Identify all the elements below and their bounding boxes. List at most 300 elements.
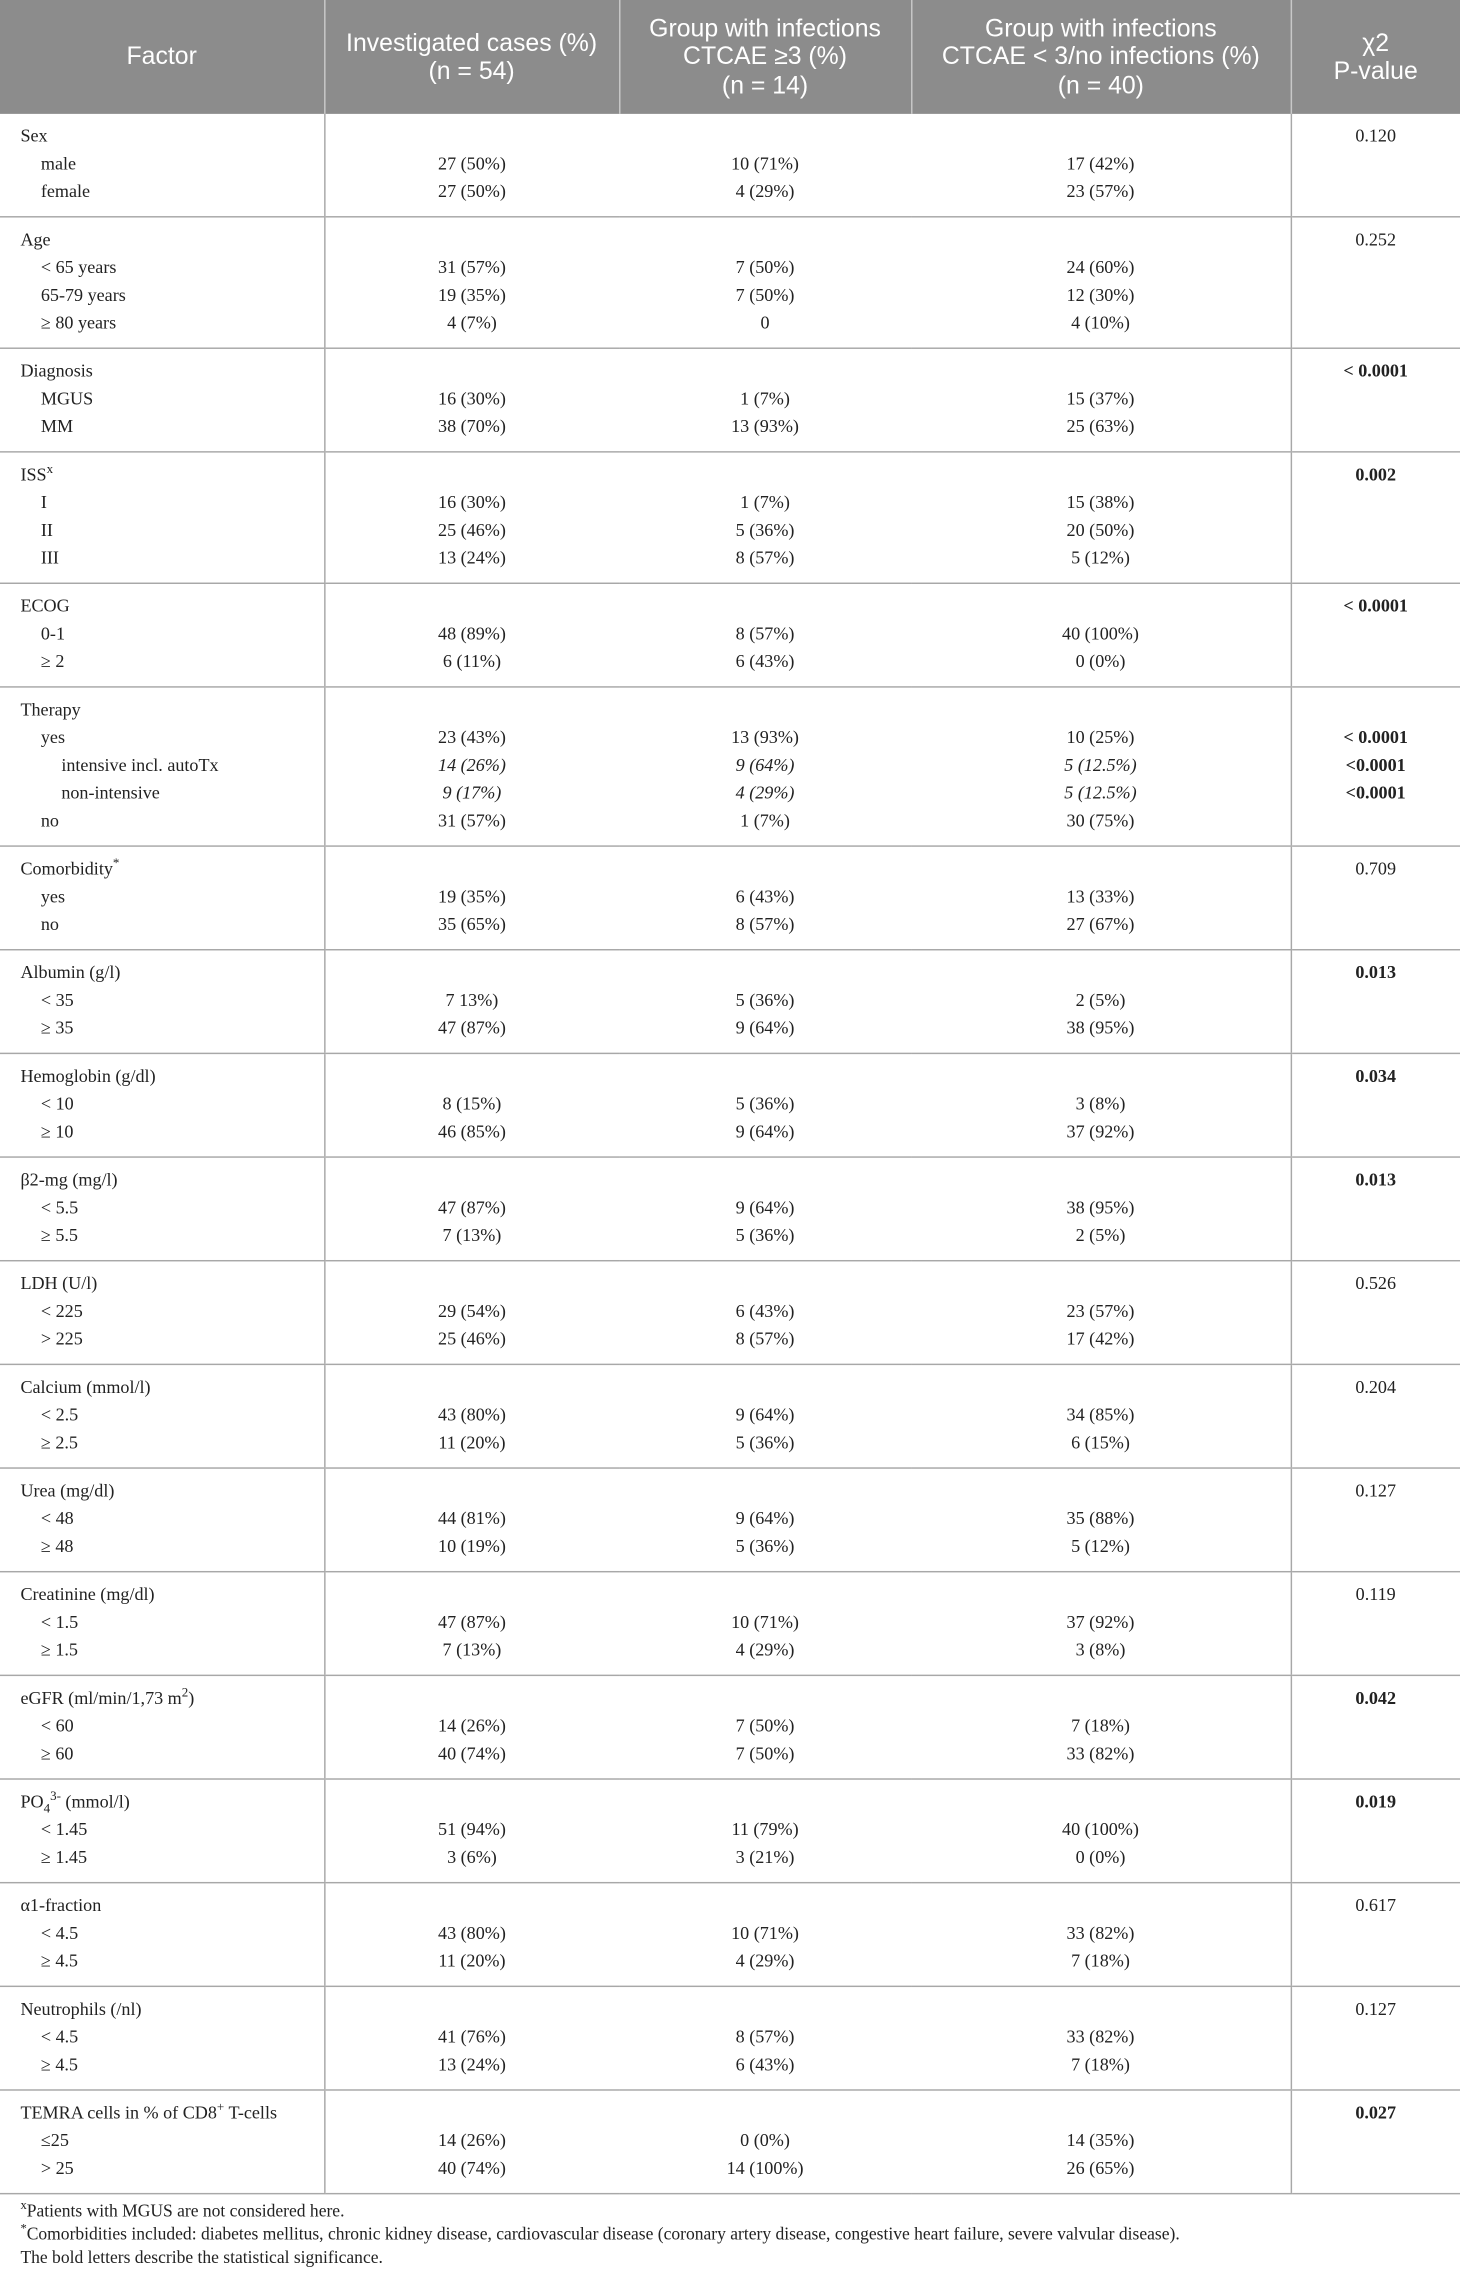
factor-group — [0, 1157, 1460, 1261]
factor-cell — [0, 2090, 324, 2194]
pvalue-cell — [1291, 1261, 1460, 1365]
factor-cell — [0, 950, 324, 1054]
table-row — [0, 217, 1460, 348]
table-row — [0, 1675, 1460, 1779]
factor-sublabel: II — [40, 519, 53, 541]
pvalue-cell — [1291, 1883, 1460, 1987]
factor-cell — [0, 1468, 324, 1572]
factor-sublabel: < 225 — [40, 1300, 83, 1322]
value: 2 (5%) — [1075, 1224, 1126, 1246]
value: 13 (33%) — [1066, 886, 1135, 907]
table-row — [0, 114, 1460, 217]
value: 43 (80%) — [438, 1404, 506, 1425]
factor-sublabel: MM — [40, 416, 74, 437]
group-lt3-cell — [911, 1572, 1291, 1676]
value: 7 (18%) — [1071, 1715, 1130, 1736]
value: 7 (50%) — [735, 256, 795, 278]
factor-sublabel: ≥ 2 — [40, 651, 65, 672]
value: 10 (71%) — [731, 1922, 799, 1944]
value: 27 (50%) — [438, 181, 506, 202]
factor-cell — [0, 217, 324, 348]
factor-cell — [0, 846, 324, 950]
factor-sublabel: I — [40, 492, 47, 513]
value: 33 (82%) — [1066, 2026, 1135, 2047]
pvalue-cell — [1291, 452, 1460, 583]
value: 47 (87%) — [438, 1197, 506, 1218]
value: 5 (36%) — [735, 1093, 795, 1114]
table-row — [0, 950, 1460, 1054]
group-ge3-cell — [619, 1572, 911, 1676]
header-factor: Factor — [0, 0, 324, 114]
value: 24 (60%) — [1066, 256, 1135, 278]
value: 20 (50%) — [1066, 519, 1135, 541]
value: 40 (100%) — [1062, 1819, 1139, 1840]
factor-title: Sex — [20, 125, 48, 146]
value: 4 (29%) — [735, 1639, 795, 1661]
table-row — [0, 1572, 1460, 1676]
value: 31 (57%) — [438, 256, 506, 278]
value: 40 (74%) — [438, 2157, 506, 2179]
factor-group — [0, 687, 1460, 846]
value: 5 (12%) — [1071, 1535, 1130, 1557]
factor-sublabel: ≥ 4.5 — [40, 1950, 78, 1971]
pvalue: 0.204 — [1355, 1376, 1397, 1398]
pvalue: <0.0001 — [1345, 754, 1406, 776]
pvalue: 0.034 — [1355, 1065, 1397, 1087]
factor-group — [0, 950, 1460, 1054]
value: 11 (79%) — [731, 1819, 799, 1840]
value: 0 (0%) — [740, 2130, 790, 2151]
group-ge3-cell — [619, 1779, 911, 1883]
factor-sublabel: < 4.5 — [40, 1922, 79, 1944]
factor-sublabel: no — [40, 810, 59, 831]
factor-sublabel: ≥ 10 — [40, 1121, 74, 1142]
investigated-cell — [324, 217, 619, 348]
value: 44 (81%) — [438, 1508, 506, 1529]
value: 41 (76%) — [438, 2026, 506, 2047]
factor-group — [0, 846, 1460, 950]
factor-sublabel: non-intensive — [61, 782, 160, 803]
investigated-cell — [324, 950, 619, 1054]
factor-sublabel: MGUS — [40, 388, 94, 409]
investigated-cell — [324, 687, 619, 846]
value: 35 (65%) — [438, 913, 506, 935]
footnote: *Comorbidities included: diabetes mellitus, chronic kidney disease, cardiovascular disease (coronary artery disease, congestive heart failure, severe valvular disease). — [20, 2220, 1180, 2244]
group-lt3-cell — [911, 1675, 1291, 1779]
investigated-cell — [324, 846, 619, 950]
value: 3 (8%) — [1075, 1093, 1126, 1114]
factor-sublabel: < 4.5 — [40, 2026, 79, 2047]
group-lt3-cell — [911, 583, 1291, 687]
factor-sublabel: < 35 — [40, 989, 74, 1011]
investigated-cell — [324, 1053, 619, 1157]
value: 7 (18%) — [1071, 1950, 1130, 1971]
value: 14 (26%) — [438, 754, 506, 776]
value: 10 (25%) — [1066, 727, 1135, 748]
pvalue: <0.0001 — [1345, 782, 1406, 803]
group-ge3-cell — [619, 1364, 911, 1468]
group-ge3-cell — [619, 114, 911, 217]
value: 9 (64%) — [735, 1508, 795, 1529]
pvalue-cell — [1291, 1468, 1460, 1572]
table-row — [0, 1468, 1460, 1572]
value: 9 (64%) — [735, 1404, 795, 1425]
value: 33 (82%) — [1066, 1743, 1135, 1764]
header-investigated: Investigated cases (%) (n = 54) — [324, 0, 619, 114]
value: 4 (29%) — [735, 1950, 795, 1971]
value: 15 (38%) — [1066, 492, 1135, 513]
table-row — [0, 1883, 1460, 1987]
factor-title: eGFR (ml/min/1,73 $m^2$) — [20, 1684, 195, 1709]
value: 6 (43%) — [735, 2054, 795, 2075]
factor-title: Comorbidity* — [20, 855, 120, 879]
value: 19 (35%) — [438, 886, 506, 907]
value: 5 (36%) — [735, 519, 795, 541]
investigated-cell — [324, 1261, 619, 1365]
value: 37 (92%) — [1066, 1121, 1135, 1142]
group-ge3-cell — [619, 1261, 911, 1365]
value: 17 (42%) — [1066, 1328, 1135, 1350]
value: 0 (0%) — [1075, 651, 1126, 672]
investigated-cell — [324, 1779, 619, 1883]
factor-sublabel: < 2.5 — [40, 1404, 79, 1425]
pvalue-cell — [1291, 217, 1460, 348]
factor-cell — [0, 348, 324, 452]
group-lt3-cell — [911, 1053, 1291, 1157]
factor-sublabel: > 25 — [40, 2157, 74, 2179]
factor-sublabel: < 1.45 — [40, 1819, 88, 1840]
factor-sublabel: ≥ 48 — [40, 1535, 74, 1557]
group-lt3-cell — [911, 1779, 1291, 1883]
group-ge3-cell — [619, 348, 911, 452]
value: 19 (35%) — [438, 284, 506, 306]
factor-sublabel: intensive incl. autoTx — [61, 754, 219, 776]
header-group-ctcae-ge3: Group with infections CTCAE ≥3 (%) (n = 14) — [619, 0, 911, 114]
value: 6 (43%) — [735, 886, 795, 907]
factor-group — [0, 1675, 1460, 1779]
pvalue: 0.127 — [1355, 1480, 1397, 1501]
table-row — [0, 1779, 1460, 1883]
investigated-cell — [324, 2090, 619, 2194]
investigated-cell — [324, 1883, 619, 1987]
value: 40 (100%) — [1062, 623, 1139, 644]
value: 47 (87%) — [438, 1017, 506, 1039]
factor-cell — [0, 1053, 324, 1157]
value: 7 (18%) — [1071, 2054, 1130, 2075]
factor-cell — [0, 1986, 324, 2090]
group-lt3-cell — [911, 2090, 1291, 2194]
group-lt3-cell — [911, 452, 1291, 583]
pvalue-cell — [1291, 1675, 1460, 1779]
factor-cell — [0, 1779, 324, 1883]
pvalue: 0.617 — [1355, 1895, 1397, 1916]
investigated-cell — [324, 1986, 619, 2090]
factor-group — [0, 217, 1460, 348]
group-ge3-cell — [619, 1986, 911, 2090]
factor-group — [0, 1779, 1460, 1883]
value: 6 (11%) — [442, 651, 502, 672]
value: 14 (26%) — [438, 2130, 506, 2151]
value: 10 (19%) — [438, 1535, 506, 1557]
table-row — [0, 687, 1460, 846]
factor-sublabel: ≥ 2.5 — [40, 1432, 78, 1453]
value: 1 (7%) — [740, 810, 790, 831]
factor-title: Urea (mg/dl) — [20, 1480, 115, 1501]
value: 5 (36%) — [735, 1535, 795, 1557]
value: 43 (80%) — [438, 1922, 506, 1944]
value: 8 (57%) — [735, 547, 795, 568]
group-lt3-cell — [911, 1364, 1291, 1468]
factor-group — [0, 1468, 1460, 1572]
factor-sublabel: 0-1 — [40, 623, 66, 644]
factor-sublabel: yes — [40, 886, 66, 907]
value: 25 (46%) — [438, 1328, 506, 1350]
factor-title: $PO_4^{3-}$ (mmol/l) — [20, 1788, 130, 1816]
value: 0 (0%) — [1075, 1846, 1126, 1868]
value: 11 (20%) — [438, 1432, 506, 1453]
factor-sublabel: ≥ 4.5 — [40, 2054, 78, 2075]
value: 51 (94%) — [438, 1819, 506, 1840]
factor-cell — [0, 583, 324, 687]
factor-title: LDH (U/l) — [20, 1273, 98, 1294]
factor-title: Age — [20, 229, 51, 250]
factor-group — [0, 1986, 1460, 2090]
group-ge3-cell — [619, 583, 911, 687]
value: 5 (12.5%) — [1064, 782, 1137, 803]
value: 7 (13%) — [442, 1224, 502, 1246]
group-ge3-cell — [619, 1053, 911, 1157]
factor-group — [0, 2090, 1460, 2194]
value: 17 (42%) — [1066, 153, 1135, 174]
factor-sublabel: ≥ 5.5 — [40, 1224, 78, 1246]
value: 2 (5%) — [1075, 989, 1126, 1011]
group-lt3-cell — [911, 1157, 1291, 1261]
group-ge3-cell — [619, 1468, 911, 1572]
factor-cell — [0, 452, 324, 583]
footnote: The bold letters describe the statistical significance. — [20, 2246, 383, 2267]
value: 9 (64%) — [735, 1121, 795, 1142]
value: 9 (64%) — [735, 1017, 795, 1039]
investigated-cell — [324, 1675, 619, 1779]
factor-group — [0, 1364, 1460, 1468]
factor-title: Creatinine (mg/dl) — [20, 1584, 155, 1605]
value: 6 (43%) — [735, 1300, 795, 1322]
value: 7 (13%) — [442, 1639, 502, 1661]
value: 38 (95%) — [1066, 1197, 1135, 1218]
value: 35 (88%) — [1066, 1508, 1135, 1529]
factor-cell — [0, 114, 324, 217]
value: 14 (100%) — [726, 2157, 804, 2179]
pvalue: < 0.0001 — [1343, 727, 1408, 748]
value: 25 (46%) — [438, 519, 506, 541]
group-lt3-cell — [911, 217, 1291, 348]
value: 4 (10%) — [1071, 312, 1130, 333]
value: 9 (64%) — [735, 1197, 795, 1218]
pvalue-cell — [1291, 687, 1460, 846]
value: 9 (64%) — [735, 754, 795, 776]
group-lt3-cell — [911, 348, 1291, 452]
value: 10 (71%) — [731, 153, 799, 174]
table-row — [0, 1053, 1460, 1157]
investigated-cell — [324, 114, 619, 217]
factor-title: Diagnosis — [20, 360, 93, 382]
value: 3 (6%) — [447, 1846, 497, 1868]
value: 25 (63%) — [1066, 416, 1135, 437]
factor-title: β2-mg (mg/l) — [20, 1169, 118, 1190]
value: 34 (85%) — [1066, 1404, 1135, 1425]
group-lt3-cell — [911, 1261, 1291, 1365]
value: 1 (7%) — [740, 388, 790, 409]
investigated-cell — [324, 1468, 619, 1572]
value: 23 (57%) — [1066, 1300, 1135, 1322]
value: 38 (95%) — [1066, 1017, 1135, 1039]
factor-sublabel: < 10 — [40, 1093, 74, 1114]
factor-cell — [0, 1364, 324, 1468]
pvalue: 0.709 — [1355, 858, 1397, 879]
factor-group — [0, 452, 1460, 583]
factor-cell — [0, 1675, 324, 1779]
group-ge3-cell — [619, 452, 911, 583]
factor-sublabel: yes — [40, 727, 66, 748]
investigated-cell — [324, 1364, 619, 1468]
factor-sublabel: ≥ 35 — [40, 1017, 74, 1039]
factor-group — [0, 1261, 1460, 1365]
group-ge3-cell — [619, 217, 911, 348]
header-group-ctcae-lt3: Group with infections CTCAE < 3/no infections (%) (n = 40) — [911, 0, 1291, 114]
factor-title: TEMRA cells in % of CD8+ T-cells — [20, 2099, 278, 2123]
value: 8 (57%) — [735, 623, 795, 644]
investigated-cell — [324, 1157, 619, 1261]
group-lt3-cell — [911, 950, 1291, 1054]
group-ge3-cell — [619, 1157, 911, 1261]
group-ge3-cell — [619, 2090, 911, 2194]
value: 31 (57%) — [438, 810, 506, 831]
factor-group — [0, 583, 1460, 687]
value: 5 (36%) — [735, 1432, 795, 1453]
pvalue-cell — [1291, 846, 1460, 950]
value: 30 (75%) — [1066, 810, 1135, 831]
factor-sublabel: < 5.5 — [40, 1197, 79, 1218]
table-row — [0, 452, 1460, 583]
factor-cell — [0, 1883, 324, 1987]
value: 5 (12%) — [1071, 547, 1130, 568]
group-ge3-cell — [619, 1675, 911, 1779]
value: 8 (57%) — [735, 2026, 795, 2047]
pvalue: 0.120 — [1355, 125, 1397, 146]
table-row — [0, 583, 1460, 687]
factor-sublabel: < 65 years — [40, 256, 117, 278]
table-row — [0, 1157, 1460, 1261]
factor-group — [0, 348, 1460, 452]
value: 14 (26%) — [438, 1715, 506, 1736]
factor-sublabel: III — [40, 547, 59, 568]
factor-group — [0, 114, 1460, 217]
value: 23 (57%) — [1066, 181, 1135, 202]
factor-title: ISS$^x$ — [20, 461, 54, 485]
value: 37 (92%) — [1066, 1611, 1135, 1633]
pvalue-cell — [1291, 348, 1460, 452]
factor-title: ECOG — [20, 595, 70, 617]
factor-sublabel: ≥ 80 years — [40, 312, 117, 333]
value: 29 (54%) — [438, 1300, 506, 1322]
value: 23 (43%) — [438, 727, 506, 748]
pvalue: 0.252 — [1355, 229, 1397, 250]
factor-title: Neutrophils (/nl) — [20, 1998, 142, 2020]
pvalue-cell — [1291, 950, 1460, 1054]
pvalue: 0.526 — [1355, 1273, 1397, 1294]
factor-sublabel: < 60 — [40, 1715, 74, 1736]
group-ge3-cell — [619, 846, 911, 950]
value: 7 (50%) — [735, 284, 795, 306]
value: 15 (37%) — [1066, 388, 1135, 409]
factor-sublabel: ≥ 1.45 — [40, 1846, 88, 1868]
value: 5 (36%) — [735, 989, 795, 1011]
value: 33 (82%) — [1066, 1922, 1135, 1944]
pvalue: 0.127 — [1355, 1998, 1397, 2020]
table-row — [0, 348, 1460, 452]
value: 6 (43%) — [735, 651, 795, 672]
group-lt3-cell — [911, 846, 1291, 950]
pvalue: 0.042 — [1355, 1687, 1397, 1709]
footnote: $^x$Patients with MGUS are not considered here. — [20, 2197, 345, 2221]
value: 5 (36%) — [735, 1224, 795, 1246]
pvalue-cell — [1291, 1986, 1460, 2090]
pvalue-cell — [1291, 1779, 1460, 1883]
value: 7 (50%) — [735, 1743, 795, 1764]
factor-cell — [0, 1157, 324, 1261]
factor-title: Calcium (mmol/l) — [20, 1376, 151, 1398]
pvalue-cell — [1291, 2090, 1460, 2194]
value: 46 (85%) — [438, 1121, 506, 1142]
value: 16 (30%) — [438, 492, 506, 513]
investigated-cell — [324, 452, 619, 583]
group-lt3-cell — [911, 114, 1291, 217]
value: 8 (57%) — [735, 913, 795, 935]
value: 8 (57%) — [735, 1328, 795, 1350]
factor-sublabel: 65-79 years — [40, 284, 126, 306]
value: 1 (7%) — [740, 492, 790, 513]
pvalue: 0.002 — [1355, 464, 1397, 485]
pvalue: < 0.0001 — [1343, 595, 1408, 617]
value: 3 (8%) — [1075, 1639, 1126, 1661]
table-footnotes — [0, 2194, 1460, 2269]
value: 40 (74%) — [438, 1743, 506, 1764]
table-row — [0, 1261, 1460, 1365]
factor-title: α1-fraction — [20, 1895, 102, 1916]
table-header — [0, 0, 1460, 114]
group-ge3-cell — [619, 687, 911, 846]
value: 14 (35%) — [1066, 2130, 1135, 2151]
factor-title: Hemoglobin (g/dl) — [20, 1065, 156, 1087]
factor-cell — [0, 1572, 324, 1676]
value: 4 (7%) — [447, 312, 497, 333]
investigated-cell — [324, 348, 619, 452]
pvalue: 0.119 — [1355, 1584, 1396, 1605]
value: 10 (71%) — [731, 1611, 799, 1633]
factor-cell — [0, 1261, 324, 1365]
factor-group — [0, 1572, 1460, 1676]
value: 5 (12.5%) — [1064, 754, 1137, 776]
pvalue-cell — [1291, 583, 1460, 687]
table-row — [0, 1986, 1460, 2090]
investigated-cell — [324, 583, 619, 687]
header-pvalue: χ2 P-value — [1291, 0, 1460, 114]
group-ge3-cell — [619, 1883, 911, 1987]
factor-sublabel: ≥ 1.5 — [40, 1639, 78, 1661]
value: 12 (30%) — [1066, 284, 1135, 306]
factor-group — [0, 1883, 1460, 1987]
value: 27 (50%) — [438, 153, 506, 174]
